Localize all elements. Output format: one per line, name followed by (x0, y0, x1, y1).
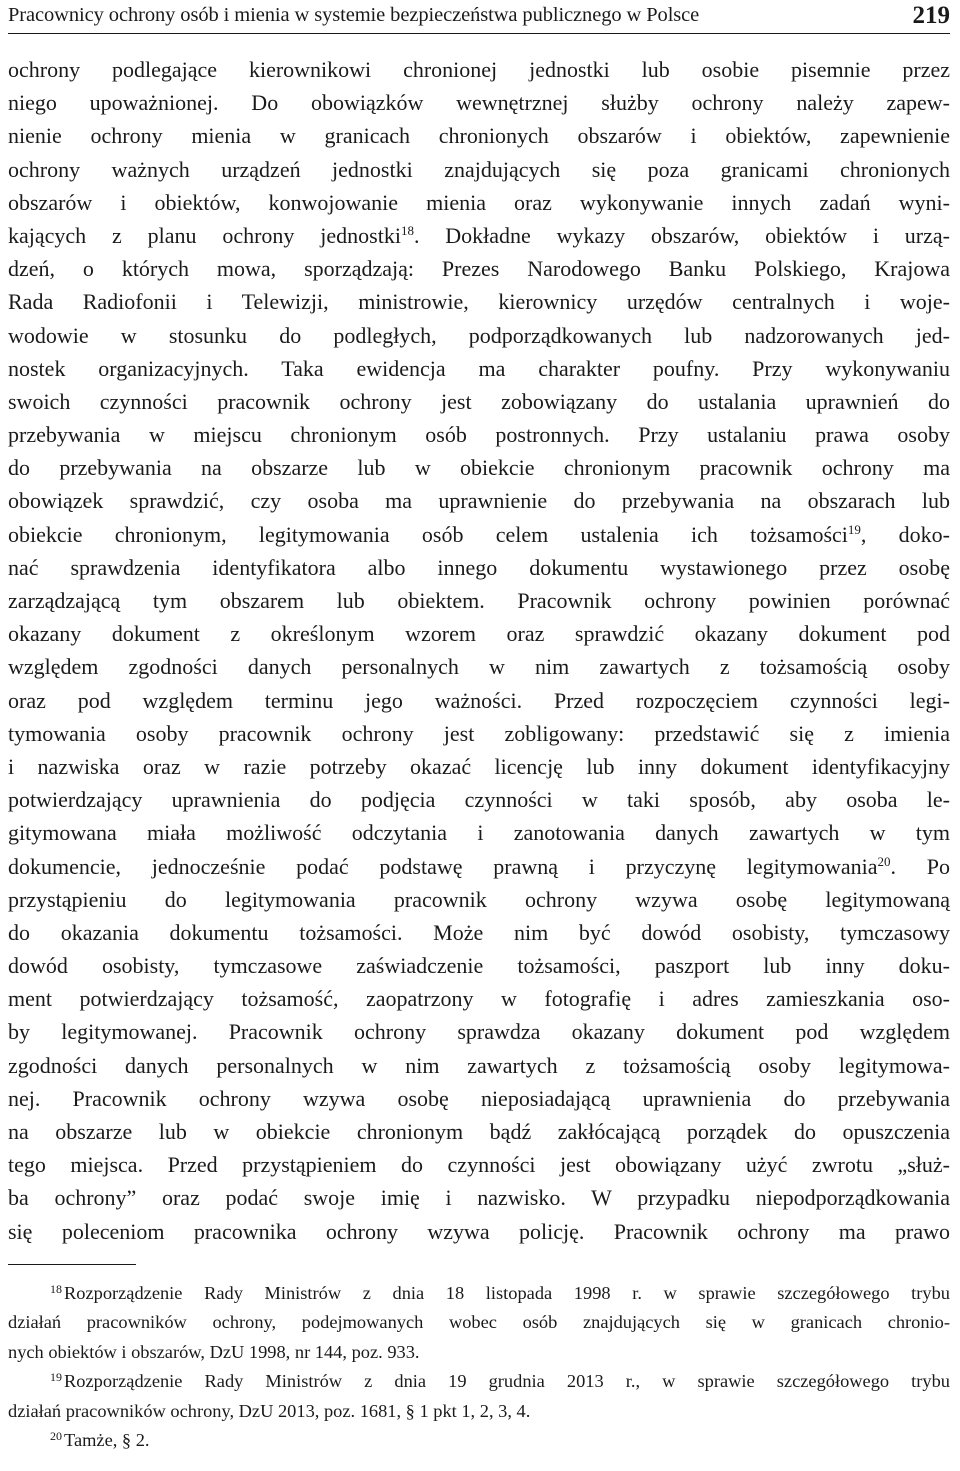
body-line-text: . Po (890, 853, 950, 879)
body-line: okazany dokument z określonym wzorem oraz sprawdzić okazany dokument pod (8, 621, 950, 647)
body-line: dowód osobisty, tymczasowe zaświadczenie tożsamości, paszport lub inny doku- (8, 953, 950, 979)
footnote-ref: 18 (400, 222, 414, 238)
body-line: ochrony podlegające kierownikowi chronionej jednostki lub osobie pisemnie przez (8, 57, 950, 82)
body-line: ochrony ważnych urządzeń jednostki znajdujących się poza granicami chronionych (8, 156, 950, 182)
body-line: potwierdzający uprawnienia do podjęcia czynności w taki sposób, aby osoba le- (8, 787, 950, 813)
footnotes (8, 1279, 950, 1456)
footnote-line: działań pracowników ochrony, DzU 2013, poz. 1681, § 1 pkt 1, 2, 3, 4. (8, 1400, 531, 1421)
header-rule (8, 33, 950, 34)
footnote-rule (8, 1264, 136, 1265)
body-line: przystąpieniu do legitymowania pracownik ochrony wzywa osobę legitymowaną (8, 886, 950, 912)
body-line: i nazwiska oraz w razie potrzeby okazać licencję lub inny dokument identyfikacyjny (8, 753, 950, 779)
body-line-text: . Dokładne wykazy obszarów, obiektów i urzą- (413, 222, 950, 248)
body-line: wodowie w stosunku do podległych, podporządkowanych lub nadzorowanych jed- (8, 322, 950, 348)
footnote-text: Tamże, § 2. (64, 1430, 150, 1451)
body-line: Rada Radiofonii i Telewizji, ministrowie, kierownicy urzędów centralnych i woje- (8, 289, 950, 315)
body-line: ba ochrony” oraz podać swoje imię i nazwisko. W przypadku niepodporządkowania (8, 1185, 950, 1211)
footnote-20 (8, 1426, 950, 1456)
body-line: tego miejsca. Przed przystąpieniem do czynności jest obowiązany użyć zwrotu „służ- (8, 1152, 950, 1178)
body-line-text: , doko- (860, 521, 951, 547)
running-header (8, 2, 950, 36)
footnote-number: 18 (50, 1281, 62, 1296)
page-number: 219 (912, 2, 950, 29)
body-line: przebywania w miejscu chronionym osób postronnych. Przy ustalaniu prawa osoby (8, 422, 950, 448)
body-line: swoich czynności pracownik ochrony jest zobowiązany do ustalania uprawnień do (8, 388, 950, 414)
body-line (8, 518, 950, 551)
body-line-text: dokumencie, jednocześnie podać podstawę prawną i przyczynę legitymowania (8, 853, 878, 879)
body-line-text: obiekcie chronionym, legitymowania osób celem ustalenia ich tożsamości (8, 521, 848, 547)
body-line: względem zgodności danych personalnych w nim zawartych z tożsamością osoby (8, 654, 950, 680)
footnote-number: 20 (50, 1429, 62, 1444)
body-line: nej. Pracownik ochrony wzywa osobę nieposiadającą uprawnienia do przebywania (8, 1085, 950, 1111)
body-line: dzeń, o których mowa, sporządzają: Prezes Narodowego Banku Polskiego, Krajowa (8, 256, 950, 282)
body-line: do okazania dokumentu tożsamości. Może nim być dowód osobisty, tymczasowy (8, 919, 950, 945)
footnote-line: działań pracowników ochrony, podejmowanych wobec osób znajdujących się w granicach chronio- (8, 1312, 950, 1333)
body-line: gitymowana miała możliwość odczytania i zanotowania danych zawartych w tym (8, 820, 950, 846)
document-page (8, 0, 950, 1456)
body-line: się poleceniom pracownika ochrony wzywa policję. Pracownik ochrony ma prawo (8, 1218, 950, 1244)
body-line: by legitymowanej. Pracownik ochrony sprawdza okazany dokument pod względem (8, 1019, 950, 1045)
footnote-text: Rozporządzenie Rady Ministrów z dnia 18 listopada 1998 r. w sprawie szczegółowego trybu (64, 1282, 950, 1303)
footnote-ref: 20 (877, 853, 891, 869)
body-line: nostek organizacyjnych. Taka ewidencja ma charakter poufny. Przy wykonywaniu (8, 355, 950, 381)
body-line: do przebywania na obszarze lub w obiekcie chronionym pracownik ochrony ma (8, 455, 950, 481)
body-line (8, 219, 950, 252)
body-line: tymowania osoby pracownik ochrony jest zobligowany: przedstawić się z imienia (8, 720, 950, 746)
body-line: zarządzającą tym obszarem lub obiektem. Pracownik ochrony powinien porównać (8, 588, 950, 613)
body-line: na obszarze lub w obiekcie chronionym bądź zakłócającą porządek do opuszczenia (8, 1119, 950, 1144)
body-line: obowiązek sprawdzić, czy osoba ma uprawnienie do przebywania na obszarach lub (8, 488, 950, 514)
footnote-line: nych obiektów i obszarów, DzU 1998, nr 144, poz. 933. (8, 1341, 420, 1362)
body-line: niego upoważnionej. Do obowiązków wewnętrznej służby ochrony należy zapew- (8, 90, 950, 116)
body-text (8, 53, 950, 1248)
footnote-18 (8, 1279, 950, 1309)
body-line: oraz pod względem terminu jego ważności. Przed rozpoczęciem czynności legi- (8, 687, 950, 713)
body-line-text: kających z planu ochrony jednostki (8, 222, 401, 248)
footnote-ref: 19 (847, 521, 861, 537)
footnote-text: Rozporządzenie Rady Ministrów z dnia 19 grudnia 2013 r., w sprawie szczegółowego trybu (64, 1371, 950, 1392)
body-line (8, 850, 950, 883)
body-line: obszarów i obiektów, konwojowanie mienia oraz wykonywanie innych zadań wyni- (8, 189, 950, 215)
running-title: Pracownicy ochrony osób i mienia w systemie bezpieczeństwa publicznego w Polsce (8, 4, 700, 26)
body-line: ment potwierdzający tożsamość, zaopatrzony w fotografię i adres zamieszkania oso- (8, 986, 950, 1012)
body-line: zgodności danych personalnych w nim zawartych z tożsamością osoby legitymowa- (8, 1052, 950, 1078)
footnote-number: 19 (50, 1370, 62, 1385)
body-line: nienie ochrony mienia w granicach chronionych obszarów i obiektów, zapewnienie (8, 123, 950, 149)
footnote-19 (8, 1367, 950, 1397)
body-line: nać sprawdzenia identyfikatora albo innego dokumentu wystawionego przez osobę (8, 554, 950, 580)
